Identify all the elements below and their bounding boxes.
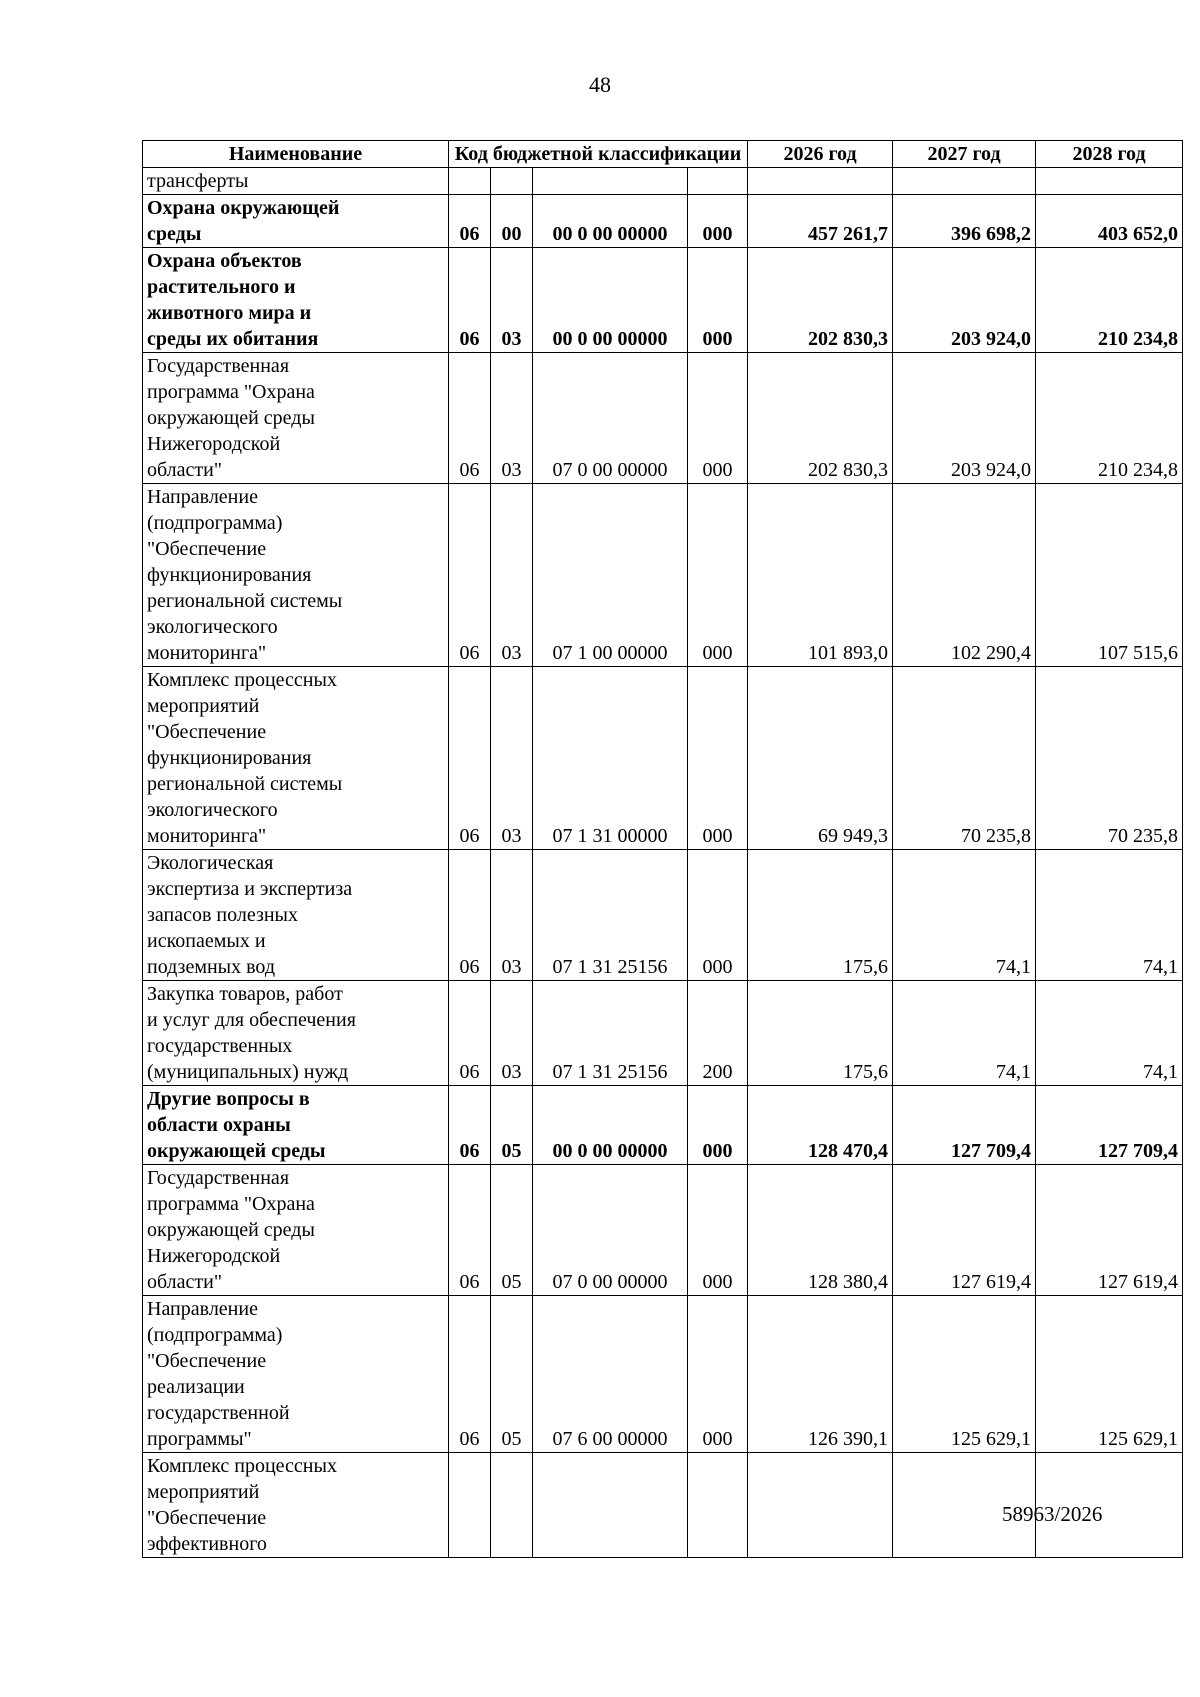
row-expense-type: 000 — [688, 667, 748, 850]
row-target-article — [533, 168, 688, 195]
table-row — [143, 1086, 1183, 1165]
row-section: 06 — [449, 667, 491, 850]
row-expense-type: 000 — [688, 1165, 748, 1296]
row-subsection: 00 — [491, 195, 533, 248]
row-target-article: 00 0 00 00000 — [533, 248, 688, 353]
row-expense-type: 000 — [688, 850, 748, 981]
row-2027: 203 924,0 — [893, 248, 1036, 353]
row-2026: 126 390,1 — [748, 1296, 893, 1453]
row-target-article: 07 1 31 00000 — [533, 667, 688, 850]
row-2026: 457 261,7 — [748, 195, 893, 248]
row-target-article: 07 6 00 00000 — [533, 1296, 688, 1453]
table-row — [143, 168, 1183, 195]
row-target-article: 07 1 31 25156 — [533, 981, 688, 1086]
row-2027: 203 924,0 — [893, 353, 1036, 484]
header-row — [143, 141, 1183, 168]
row-target-article: 07 0 00 00000 — [533, 1165, 688, 1296]
row-name: трансферты — [143, 168, 449, 195]
row-section: 06 — [449, 1165, 491, 1296]
row-target-article: 07 1 31 25156 — [533, 850, 688, 981]
row-section — [449, 168, 491, 195]
row-expense-type: 000 — [688, 1296, 748, 1453]
row-section: 06 — [449, 850, 491, 981]
row-subsection: 03 — [491, 484, 533, 667]
row-2028: 403 652,0 — [1036, 195, 1183, 248]
row-2027: 102 290,4 — [893, 484, 1036, 667]
row-subsection — [491, 168, 533, 195]
row-section — [449, 1453, 491, 1558]
row-2028: 70 235,8 — [1036, 667, 1183, 850]
row-2026: 69 949,3 — [748, 667, 893, 850]
header-2027: 2027 год — [893, 141, 1036, 168]
row-2028 — [1036, 168, 1183, 195]
header-2026: 2026 год — [748, 141, 893, 168]
row-name: Закупка товаров, работ и услуг для обеспечения государственных (муниципальных) нужд — [143, 981, 449, 1086]
row-2026: 202 830,3 — [748, 248, 893, 353]
row-2028: 107 515,6 — [1036, 484, 1183, 667]
row-section: 06 — [449, 1086, 491, 1165]
row-2026 — [748, 168, 893, 195]
row-2026 — [748, 1453, 893, 1558]
row-expense-type: 200 — [688, 981, 748, 1086]
row-name: Государственная программа "Охрана окружающей среды Нижегородской области" — [143, 1165, 449, 1296]
row-section: 06 — [449, 1296, 491, 1453]
row-2027: 396 698,2 — [893, 195, 1036, 248]
row-subsection — [491, 1453, 533, 1558]
row-section: 06 — [449, 353, 491, 484]
row-subsection: 05 — [491, 1086, 533, 1165]
table-row — [143, 1296, 1183, 1453]
row-section: 06 — [449, 248, 491, 353]
row-2028: 74,1 — [1036, 981, 1183, 1086]
row-expense-type: 000 — [688, 1086, 748, 1165]
row-section: 06 — [449, 195, 491, 248]
table-row — [143, 195, 1183, 248]
row-2026: 202 830,3 — [748, 353, 893, 484]
row-2027: 127 619,4 — [893, 1165, 1036, 1296]
table-row — [143, 248, 1183, 353]
row-2026: 128 470,4 — [748, 1086, 893, 1165]
row-target-article: 00 0 00 00000 — [533, 1086, 688, 1165]
table-row — [143, 353, 1183, 484]
row-name: Направление (подпрограмма) "Обеспечение функционирования региональной системы экологического мониторинга" — [143, 484, 449, 667]
table-row — [143, 667, 1183, 850]
row-target-article: 07 0 00 00000 — [533, 353, 688, 484]
row-expense-type: 000 — [688, 195, 748, 248]
row-2028: 127 709,4 — [1036, 1086, 1183, 1165]
row-name: Комплекс процессных мероприятий "Обеспечение функционирования региональной системы экологического мониторинга" — [143, 667, 449, 850]
row-2028: 210 234,8 — [1036, 248, 1183, 353]
row-2027: 125 629,1 — [893, 1296, 1036, 1453]
row-target-article: 07 1 00 00000 — [533, 484, 688, 667]
row-2027: 74,1 — [893, 850, 1036, 981]
page-number: 48 — [589, 72, 611, 97]
row-subsection: 03 — [491, 248, 533, 353]
row-name: Государственная программа "Охрана окружающей среды Нижегородской области" — [143, 353, 449, 484]
budget-table — [142, 140, 1183, 1558]
row-subsection: 05 — [491, 1165, 533, 1296]
row-target-article: 00 0 00 00000 — [533, 195, 688, 248]
row-2028: 210 234,8 — [1036, 353, 1183, 484]
row-2027: 70 235,8 — [893, 667, 1036, 850]
row-2027: 74,1 — [893, 981, 1036, 1086]
row-2028: 127 619,4 — [1036, 1165, 1183, 1296]
row-name: Охрана окружающей среды — [143, 195, 449, 248]
row-subsection: 03 — [491, 667, 533, 850]
table-row — [143, 1165, 1183, 1296]
document-id: 58963/2026 — [1002, 1502, 1103, 1526]
row-section: 06 — [449, 484, 491, 667]
header-2028: 2028 год — [1036, 141, 1183, 168]
row-2026: 101 893,0 — [748, 484, 893, 667]
row-2028: 125 629,1 — [1036, 1296, 1183, 1453]
row-subsection: 03 — [491, 981, 533, 1086]
row-name: Экологическая экспертиза и экспертиза запасов полезных ископаемых и подземных вод — [143, 850, 449, 981]
row-expense-type — [688, 168, 748, 195]
header-name: Наименование — [143, 141, 449, 168]
table-row — [143, 850, 1183, 981]
row-section: 06 — [449, 981, 491, 1086]
row-target-article — [533, 1453, 688, 1558]
table-body — [143, 168, 1183, 1558]
table-row — [143, 484, 1183, 667]
row-subsection: 05 — [491, 1296, 533, 1453]
row-2026: 128 380,4 — [748, 1165, 893, 1296]
row-2026: 175,6 — [748, 850, 893, 981]
row-2028: 74,1 — [1036, 850, 1183, 981]
row-2027 — [893, 168, 1036, 195]
row-subsection: 03 — [491, 353, 533, 484]
row-expense-type: 000 — [688, 353, 748, 484]
row-name: Направление (подпрограмма) "Обеспечение реализации государственной программы" — [143, 1296, 449, 1453]
row-expense-type: 000 — [688, 484, 748, 667]
row-name: Охрана объектов растительного и животного мира и среды их обитания — [143, 248, 449, 353]
header-code: Код бюджетной классификации — [449, 141, 748, 168]
table-row — [143, 981, 1183, 1086]
row-subsection: 03 — [491, 850, 533, 981]
row-name: Комплекс процессных мероприятий "Обеспечение эффективного — [143, 1453, 449, 1558]
row-2027: 127 709,4 — [893, 1086, 1036, 1165]
row-expense-type: 000 — [688, 248, 748, 353]
row-2026: 175,6 — [748, 981, 893, 1086]
row-expense-type — [688, 1453, 748, 1558]
row-name: Другие вопросы в области охраны окружающей среды — [143, 1086, 449, 1165]
